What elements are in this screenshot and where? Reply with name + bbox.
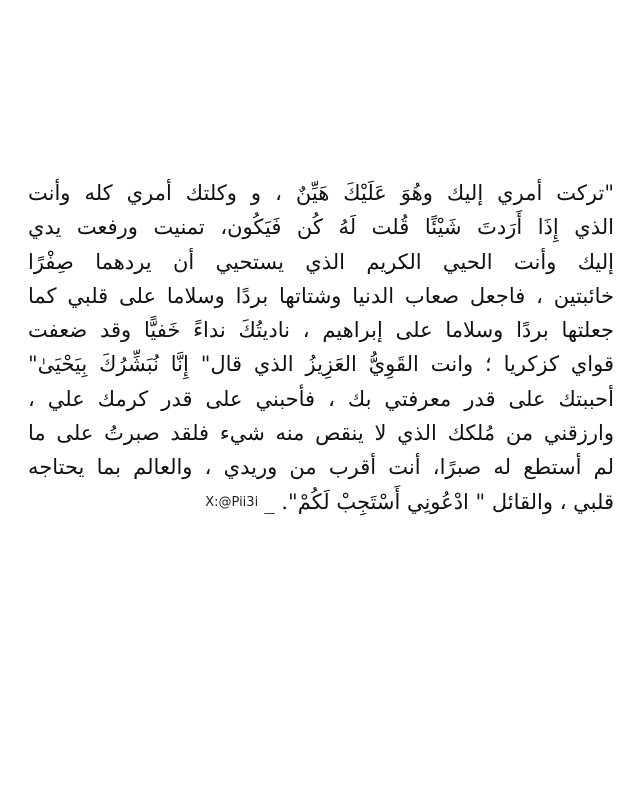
text-line: لم أستطع له صبرًا، أنت أقرب من وريدي ، والعالم بما يحتاجه: [28, 455, 614, 480]
text-line: وارزقني من مُلكك الذي لا ينقص منه شيء فلقد صبرتُ على ما: [28, 421, 614, 446]
text-line: خائبتين ، فاجعل صعاب الدنيا وشتاتها بردًا وسلاما على قلبي كما: [28, 283, 614, 308]
author-handle: X:@Pii3i: [205, 494, 259, 510]
text-line: أحببتك على قدر معرفتي بك ، فأحبني على قدر كرمك علي ،: [28, 386, 614, 411]
text-line: جعلتها بردًا وسلاما على إبراهيم ، ناديتُكَ نداءً خَفيًّا وقد ضعفت: [28, 318, 614, 343]
text-line: قواي كزكريا ؛ وانت القَوِيُّ العَزِيزُ الذي قال" إِنَّا نُبَشِّرُكَ بِيَحْيَىٰ": [28, 352, 614, 377]
text-line: الذي إِذَا أَرَدتَ شَيْئًا قُلت لَهُ كُن فَيَكُون، تمنيت ورفعت يدي: [28, 215, 614, 240]
closing-text: قلبي ، والقائل " ادْعُونِي أَسْتَجِبْ لَكُمْ". _: [264, 489, 614, 514]
text-line-last: [28, 485, 614, 519]
text-line: إليك وأنت الحيي الكريم الذي يستحيي أن يردهما صِفْرًا: [28, 249, 614, 274]
text-line: "تركت أمري إليك وهُوَ عَلَيْكَ هَيِّنٌ ، و وكلتك أمري كله وأنت: [28, 181, 614, 205]
dua-paragraph: [28, 176, 614, 519]
